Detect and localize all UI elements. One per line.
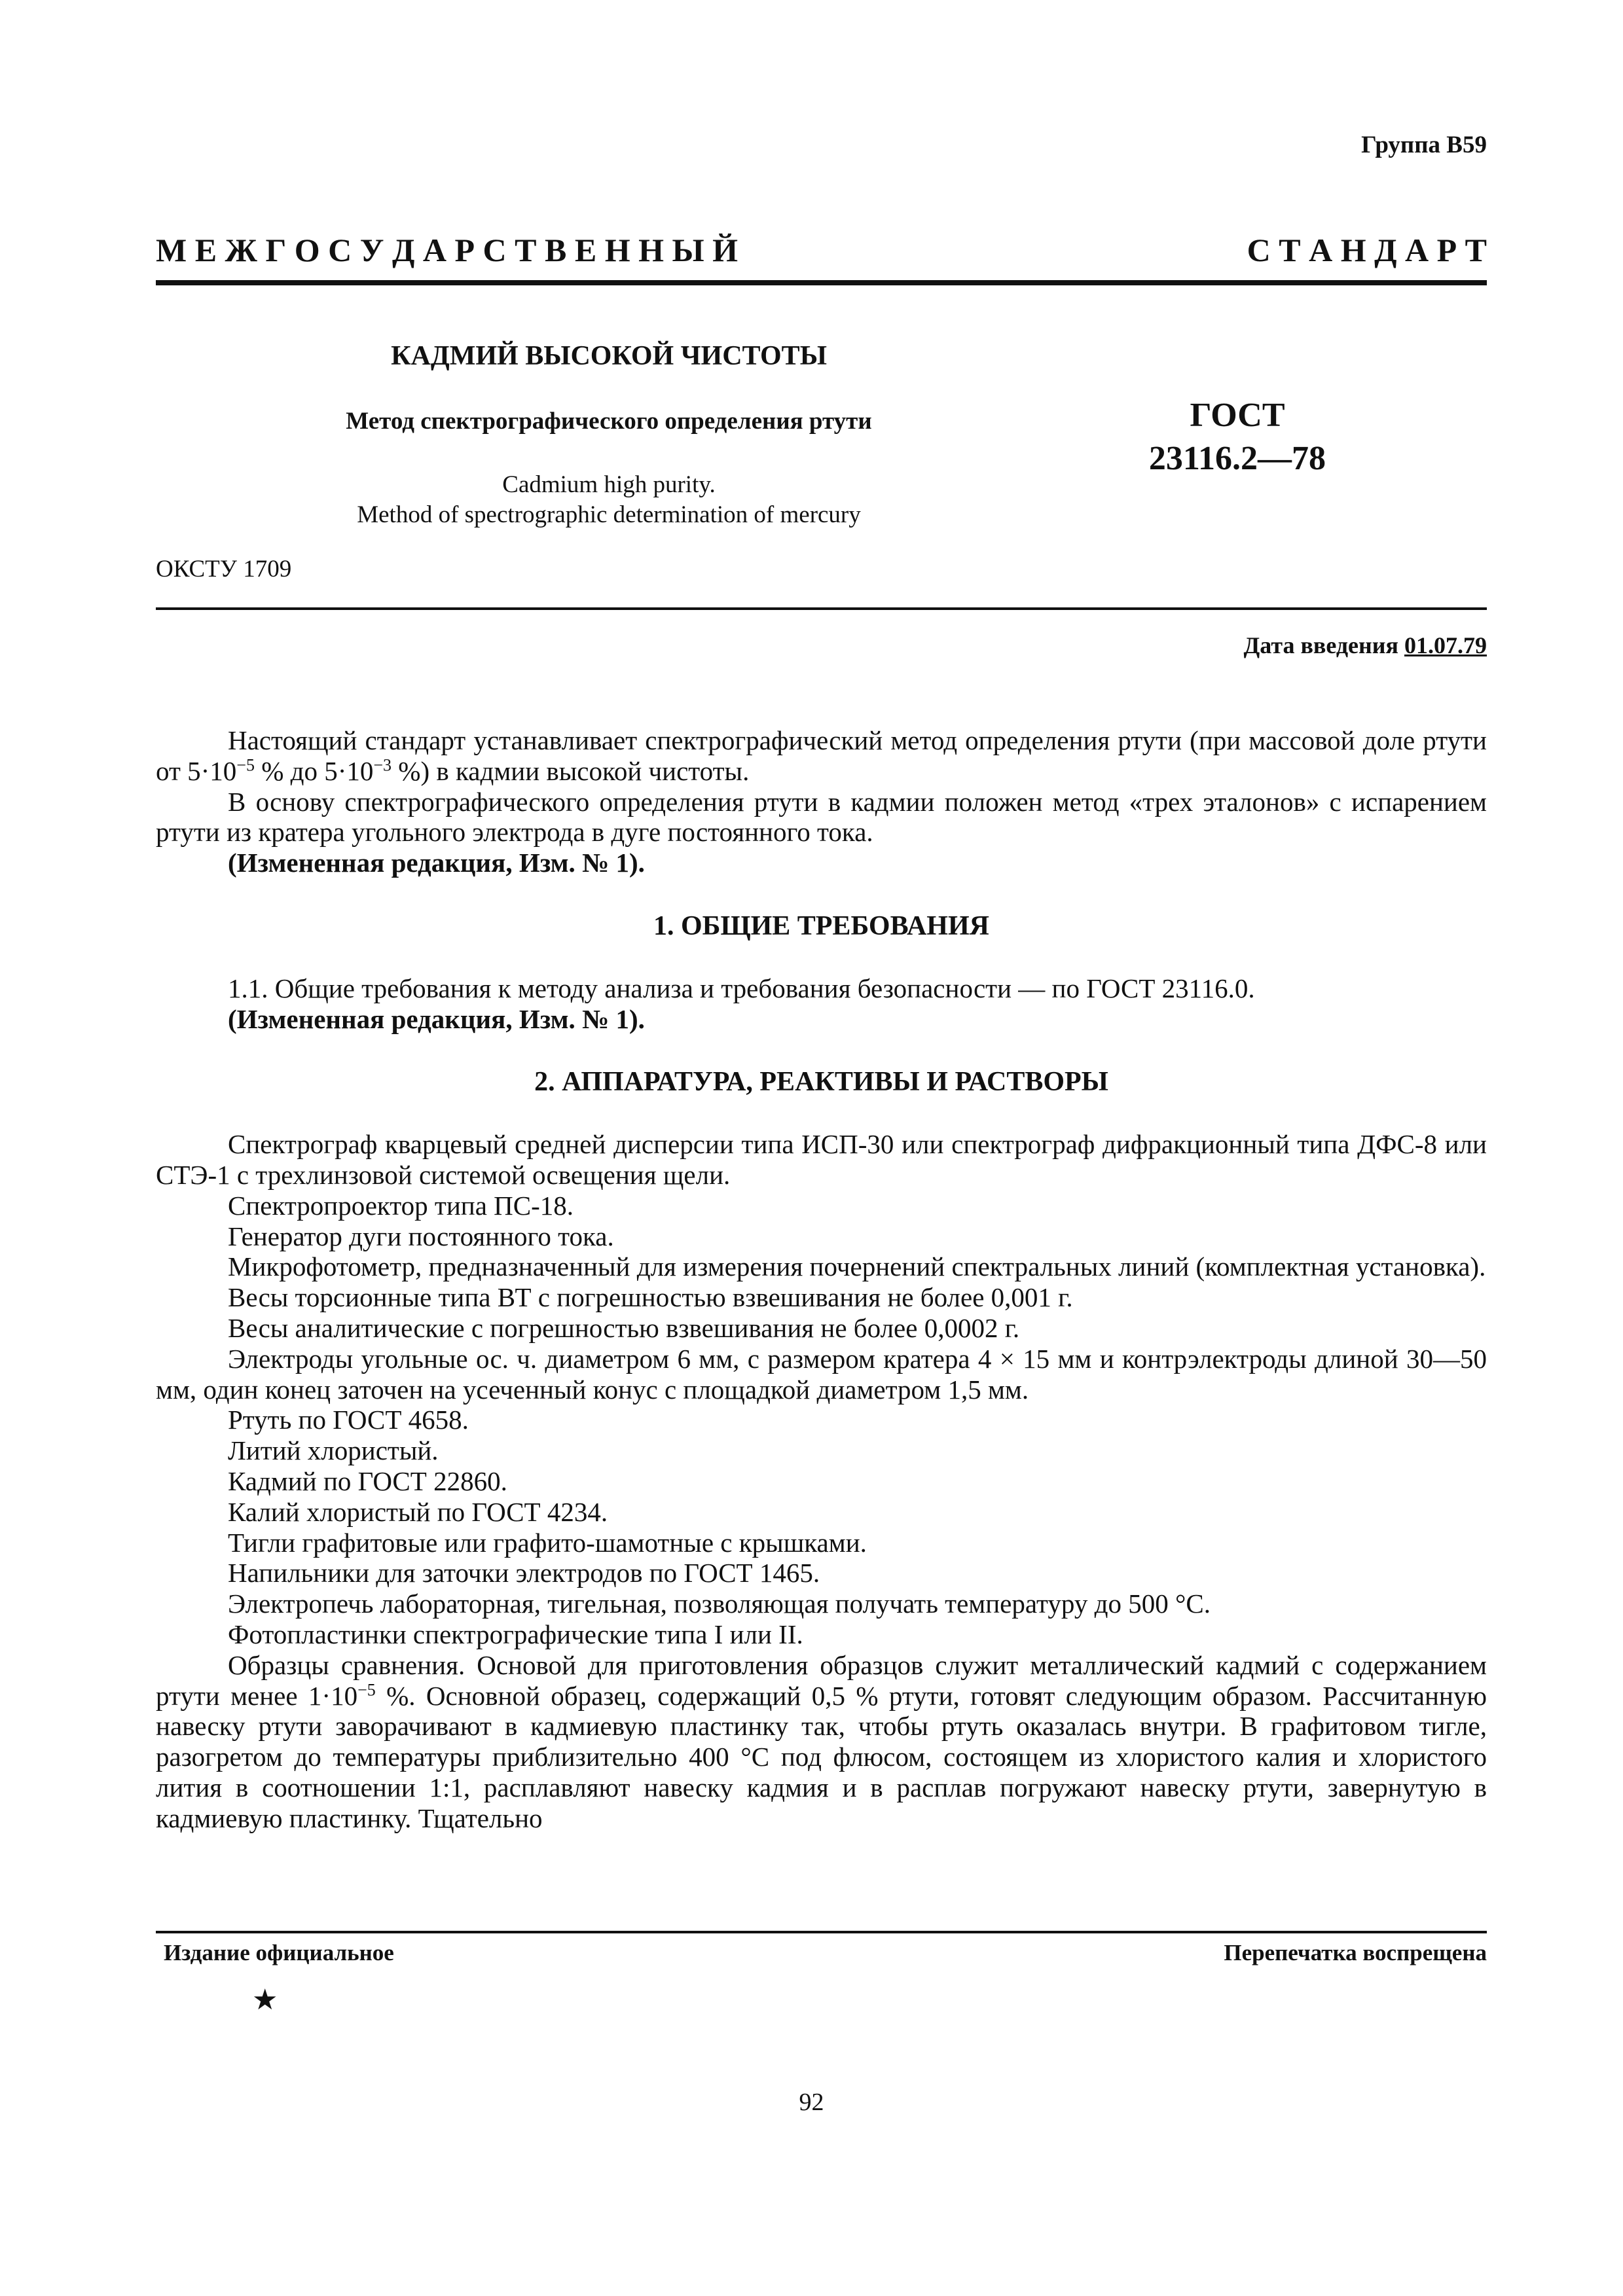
equipment-item: Спектропроектор типа ПС-18. (228, 1190, 574, 1221)
standard-banner (156, 230, 1487, 270)
okstu-code: ОКСТУ 1709 (156, 556, 292, 583)
date-label: Дата введения (1243, 632, 1398, 658)
gost-label: ГОСТ (1190, 397, 1285, 434)
section-1-paragraph: 1.1. Общие требования к методу анализа и требования безопасности — по ГОСТ 23116.0. (228, 973, 1255, 1003)
amendment-note: (Измененная редакция, Изм. № 1). (228, 1003, 645, 1034)
equipment-item: Калий хлористый по ГОСТ 4234. (228, 1496, 608, 1527)
official-edition-note: Издание официальное (164, 1940, 394, 1965)
equipment-item: Ртуть по ГОСТ 4658. (228, 1405, 469, 1435)
group-code: Группа В59 (1361, 132, 1487, 158)
equipment-item: Фотопластинки спектрографические типа I или II. (228, 1619, 803, 1649)
equipment-item: Микрофотометр, предназначенный для измерения почернений спектральных линий (комплектная установка). (228, 1251, 1486, 1282)
reprint-prohibited-note: Перепечатка воспрещена (1224, 1940, 1487, 1965)
date-value: 01.07.79 (1404, 632, 1487, 658)
document-body (156, 725, 1487, 1834)
english-title (249, 470, 969, 530)
gost-designation (1074, 394, 1401, 480)
introduction-date (1244, 632, 1487, 659)
equipment-item: Кадмий по ГОСТ 22860. (228, 1465, 507, 1496)
equipment-item: Электропечь лабораторная, тигельная, позволяющая получать температуру до 500 °С. (228, 1588, 1211, 1619)
english-title-line1: Cadmium high purity. (502, 471, 716, 498)
equipment-item: Весы торсионные типа ВТ с погрешностью взвешивания не более 0,001 г. (228, 1282, 1073, 1313)
amendment-note: (Измененная редакция, Изм. № 1). (228, 848, 645, 878)
section-2-heading: 2. АППАРАТУРА, РЕАКТИВЫ И РАСТВОРЫ (534, 1067, 1108, 1098)
english-title-line2: Method of spectrographic determination of mercury (357, 501, 861, 528)
page-number: 92 (799, 2089, 824, 2116)
equipment-item: Литий хлористый. (228, 1435, 439, 1466)
document-subtitle: Метод спектрографического определения ртути (346, 408, 872, 435)
intro-paragraph-2: В основу спектрографического определения ртути в кадмии положен метод «трех эталонов» с испарением ртути из кратера угольного электрода в дуге постоянного тока. (156, 786, 1487, 848)
equipment-item: Напильники для заточки электродов по ГОСТ 1465. (228, 1558, 820, 1588)
equipment-item: Электроды угольные ос. ч. диаметром 6 мм, с размером кратера 4 × 15 мм и контрэлектроды длиной 30—50 мм, один конец заточен на усеченный конус с площадкой диаметром 1,5 мм. (156, 1343, 1487, 1405)
banner-left: М Е Ж Г О С У Д А Р С Т В Е Н Н Ы Й (156, 232, 738, 268)
equipment-item: Генератор дуги постоянного тока. (228, 1221, 614, 1251)
title-rule (156, 607, 1487, 610)
section-1-heading: 1. ОБЩИЕ ТРЕБОВАНИЯ (653, 910, 989, 941)
equipment-item: Весы аналитические с погрешностью взвешивания не более 0,0002 г. (228, 1312, 1020, 1343)
reference-samples-paragraph: Образцы сравнения. Основой для приготовления образцов служит металлический кадмий с содержанием ртути менее $1\cdot 10^{-5}$ %. Основной образец, содержащий 0,5 % ртути, готовят следующим образом. Рассчитанную навеску ртути заворачивают в кадмиевую пластинку так, чтобы ртуть оказалась внутри. В графитовом тигле, разогретом до температуры приблизительно 400 °С под флюсом, состоящем из хлористого калия и хлористого лития в соотношении 1:1, расплавляют навеску кадмия и в расплав погружают навеску ртути, завернутую в кадмиевую пластинку. Тщательно (156, 1649, 1487, 1833)
intro-paragraph-1: Настоящий стандарт устанавливает спектрографический метод определения ртути (при массовой доле ртути от $5\cdot 10^{-5}$ % до $5\cdot 10^{-3}$ %) в кадмии высокой чистоты. (156, 725, 1487, 786)
banner-right: С Т А Н Д А Р Т (1247, 232, 1487, 268)
banner-rule (156, 280, 1487, 285)
document-title: КАДМИЙ ВЫСОКОЙ ЧИСТОТЫ (391, 341, 827, 371)
star-icon: ★ (252, 1984, 278, 2016)
equipment-item: Тигли графитовые или графито-шамотные с крышками. (228, 1527, 867, 1558)
equipment-item: Спектрограф кварцевый средней дисперсии типа ИСП-30 или спектрограф дифракционный типа ДФС-8 или СТЭ-1 с трехлинзовой системой освещения щели. (156, 1129, 1487, 1190)
footer-rule (156, 1931, 1487, 1933)
gost-number: 23116.2—78 (1148, 440, 1326, 477)
